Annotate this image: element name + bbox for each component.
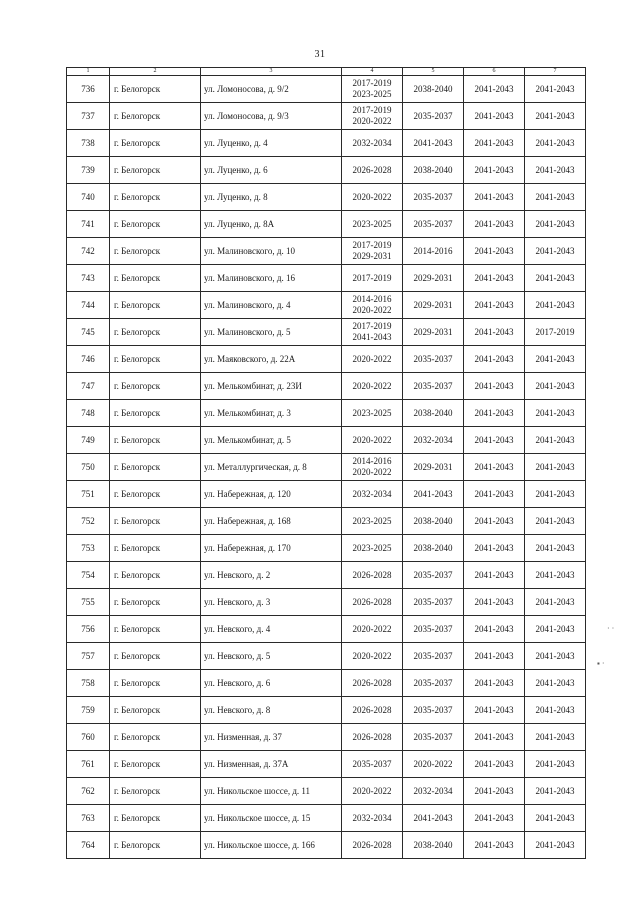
row-period-5: 2038-2040 bbox=[403, 535, 464, 562]
row-period-6: 2041-2043 bbox=[464, 508, 525, 535]
row-city: г. Белогорск bbox=[110, 346, 201, 373]
period-line: 2026-2028 bbox=[352, 164, 392, 175]
row-period-4 bbox=[342, 157, 403, 184]
row-period-6: 2041-2043 bbox=[464, 400, 525, 427]
table-body bbox=[67, 76, 586, 859]
row-period-5: 2035-2037 bbox=[403, 346, 464, 373]
row-city: г. Белогорск bbox=[110, 400, 201, 427]
row-period-5: 2038-2040 bbox=[403, 76, 464, 103]
table-row bbox=[67, 157, 586, 184]
row-period-7: 2041-2043 bbox=[525, 832, 586, 859]
row-period-6: 2041-2043 bbox=[464, 697, 525, 724]
table-row bbox=[67, 778, 586, 805]
row-period-6: 2041-2043 bbox=[464, 292, 525, 319]
table-row bbox=[67, 130, 586, 157]
row-period-5: 2041-2043 bbox=[403, 130, 464, 157]
row-period-5: 2038-2040 bbox=[403, 508, 464, 535]
period-line: 2017-2019 bbox=[352, 78, 392, 88]
period-line: 2017-2019 bbox=[352, 321, 392, 331]
table-row bbox=[67, 454, 586, 481]
row-city: г. Белогорск bbox=[110, 535, 201, 562]
row-period-7: 2041-2043 bbox=[525, 292, 586, 319]
header-col-4: 4 bbox=[342, 68, 403, 76]
row-address: ул. Набережная, д. 120 bbox=[201, 481, 342, 508]
row-period-7: 2041-2043 bbox=[525, 346, 586, 373]
row-address: ул. Невского, д. 6 bbox=[201, 670, 342, 697]
period-line: 2026-2028 bbox=[352, 839, 392, 850]
row-city: г. Белогорск bbox=[110, 292, 201, 319]
row-period-5: 2029-2031 bbox=[403, 454, 464, 481]
row-city: г. Белогорск bbox=[110, 103, 201, 130]
row-number: 760 bbox=[67, 724, 110, 751]
row-address: ул. Невского, д. 8 bbox=[201, 697, 342, 724]
row-period-7: 2041-2043 bbox=[525, 562, 586, 589]
row-number: 757 bbox=[67, 643, 110, 670]
row-period-5: 2038-2040 bbox=[403, 157, 464, 184]
row-address: ул. Ломоносова, д. 9/3 bbox=[201, 103, 342, 130]
row-period-4 bbox=[342, 211, 403, 238]
row-address: ул. Невского, д. 2 bbox=[201, 562, 342, 589]
row-period-6: 2041-2043 bbox=[464, 265, 525, 292]
row-period-4 bbox=[342, 76, 403, 103]
row-period-5: 2029-2031 bbox=[403, 292, 464, 319]
period-line: 2014-2016 bbox=[352, 294, 392, 304]
table-row bbox=[67, 535, 586, 562]
row-number: 759 bbox=[67, 697, 110, 724]
row-period-4 bbox=[342, 346, 403, 373]
period-line: 2017-2019 bbox=[352, 105, 392, 115]
period-line: 2026-2028 bbox=[352, 569, 392, 580]
row-period-7: 2041-2043 bbox=[525, 427, 586, 454]
row-city: г. Белогорск bbox=[110, 454, 201, 481]
table-row bbox=[67, 697, 586, 724]
row-number: 736 bbox=[67, 76, 110, 103]
row-city: г. Белогорск bbox=[110, 184, 201, 211]
period-line: 2032-2034 bbox=[352, 488, 392, 499]
period-line: 2014-2016 bbox=[352, 456, 392, 466]
row-period-5: 2014-2016 bbox=[403, 238, 464, 265]
period-line: 2020-2022 bbox=[352, 305, 392, 315]
row-period-4 bbox=[342, 724, 403, 751]
row-period-7: 2041-2043 bbox=[525, 76, 586, 103]
table-row bbox=[67, 346, 586, 373]
row-address: ул. Низменная, д. 37А bbox=[201, 751, 342, 778]
row-number: 754 bbox=[67, 562, 110, 589]
row-period-5: 2035-2037 bbox=[403, 643, 464, 670]
row-number: 751 bbox=[67, 481, 110, 508]
row-address: ул. Низменная, д. 37 bbox=[201, 724, 342, 751]
row-period-6: 2041-2043 bbox=[464, 184, 525, 211]
row-address: ул. Никольское шоссе, д. 15 bbox=[201, 805, 342, 832]
row-number: 742 bbox=[67, 238, 110, 265]
row-number: 752 bbox=[67, 508, 110, 535]
row-period-4 bbox=[342, 238, 403, 265]
row-city: г. Белогорск bbox=[110, 373, 201, 400]
row-period-7: 2041-2043 bbox=[525, 103, 586, 130]
row-period-4 bbox=[342, 373, 403, 400]
row-period-4 bbox=[342, 427, 403, 454]
row-period-4 bbox=[342, 778, 403, 805]
table-header bbox=[67, 68, 586, 76]
row-number: 746 bbox=[67, 346, 110, 373]
row-period-6: 2041-2043 bbox=[464, 157, 525, 184]
row-period-7: 2041-2043 bbox=[525, 724, 586, 751]
row-number: 741 bbox=[67, 211, 110, 238]
row-period-5: 2035-2037 bbox=[403, 697, 464, 724]
row-period-6: 2041-2043 bbox=[464, 373, 525, 400]
row-period-7: 2017-2019 bbox=[525, 319, 586, 346]
row-city: г. Белогорск bbox=[110, 778, 201, 805]
row-city: г. Белогорск bbox=[110, 76, 201, 103]
row-period-6: 2041-2043 bbox=[464, 751, 525, 778]
row-period-7: 2041-2043 bbox=[525, 616, 586, 643]
table-row bbox=[67, 427, 586, 454]
row-city: г. Белогорск bbox=[110, 265, 201, 292]
period-line: 2023-2025 bbox=[352, 218, 392, 229]
row-city: г. Белогорск bbox=[110, 616, 201, 643]
table-row bbox=[67, 103, 586, 130]
row-number: 764 bbox=[67, 832, 110, 859]
row-period-4 bbox=[342, 643, 403, 670]
row-number: 744 bbox=[67, 292, 110, 319]
header-col-3: 3 bbox=[201, 68, 342, 76]
table-row bbox=[67, 832, 586, 859]
header-col-7: 7 bbox=[525, 68, 586, 76]
row-number: 749 bbox=[67, 427, 110, 454]
row-address: ул. Малиновского, д. 5 bbox=[201, 319, 342, 346]
row-address: ул. Невского, д. 3 bbox=[201, 589, 342, 616]
row-period-4 bbox=[342, 562, 403, 589]
row-period-6: 2041-2043 bbox=[464, 319, 525, 346]
row-period-6: 2041-2043 bbox=[464, 454, 525, 481]
row-period-6: 2041-2043 bbox=[464, 589, 525, 616]
row-period-7: 2041-2043 bbox=[525, 211, 586, 238]
period-line: 2017-2019 bbox=[352, 272, 392, 283]
row-period-7: 2041-2043 bbox=[525, 454, 586, 481]
row-number: 763 bbox=[67, 805, 110, 832]
row-number: 740 bbox=[67, 184, 110, 211]
row-address: ул. Маяковского, д. 22А bbox=[201, 346, 342, 373]
row-address: ул. Луценко, д. 6 bbox=[201, 157, 342, 184]
row-number: 748 bbox=[67, 400, 110, 427]
row-period-7: 2041-2043 bbox=[525, 778, 586, 805]
row-address: ул. Набережная, д. 168 bbox=[201, 508, 342, 535]
period-line: 2035-2037 bbox=[352, 758, 392, 769]
row-period-5: 2032-2034 bbox=[403, 427, 464, 454]
header-col-6: 6 bbox=[464, 68, 525, 76]
row-period-6: 2041-2043 bbox=[464, 238, 525, 265]
row-period-6: 2041-2043 bbox=[464, 427, 525, 454]
period-line: 2023-2025 bbox=[352, 89, 392, 99]
row-period-7: 2041-2043 bbox=[525, 373, 586, 400]
table-row bbox=[67, 265, 586, 292]
schedule-table bbox=[66, 67, 586, 859]
row-period-4 bbox=[342, 805, 403, 832]
table-row bbox=[67, 805, 586, 832]
row-address: ул. Никольское шоссе, д. 11 bbox=[201, 778, 342, 805]
row-city: г. Белогорск bbox=[110, 211, 201, 238]
page-number: 31 bbox=[314, 49, 326, 60]
row-number: 756 bbox=[67, 616, 110, 643]
table-row bbox=[67, 724, 586, 751]
row-period-6: 2041-2043 bbox=[464, 76, 525, 103]
row-period-6: 2041-2043 bbox=[464, 643, 525, 670]
period-line: 2020-2022 bbox=[352, 650, 392, 661]
row-period-7: 2041-2043 bbox=[525, 805, 586, 832]
table-row bbox=[67, 238, 586, 265]
period-line: 2020-2022 bbox=[352, 380, 392, 391]
row-number: 739 bbox=[67, 157, 110, 184]
header-col-2: 2 bbox=[110, 68, 201, 76]
row-period-6: 2041-2043 bbox=[464, 724, 525, 751]
row-period-6: 2041-2043 bbox=[464, 670, 525, 697]
row-period-4 bbox=[342, 616, 403, 643]
row-number: 750 bbox=[67, 454, 110, 481]
row-address: ул. Никольское шоссе, д. 166 bbox=[201, 832, 342, 859]
row-period-7: 2041-2043 bbox=[525, 400, 586, 427]
row-period-5: 2035-2037 bbox=[403, 589, 464, 616]
row-period-4 bbox=[342, 670, 403, 697]
table-row bbox=[67, 562, 586, 589]
row-address: ул. Луценко, д. 8А bbox=[201, 211, 342, 238]
row-address: ул. Мелькомбинат, д. 3 bbox=[201, 400, 342, 427]
period-line: 2032-2034 bbox=[352, 812, 392, 823]
row-period-4 bbox=[342, 508, 403, 535]
row-city: г. Белогорск bbox=[110, 130, 201, 157]
row-period-5: 2035-2037 bbox=[403, 616, 464, 643]
row-city: г. Белогорск bbox=[110, 427, 201, 454]
row-number: 753 bbox=[67, 535, 110, 562]
scan-mark: · · bbox=[607, 624, 615, 633]
row-period-5: 2035-2037 bbox=[403, 670, 464, 697]
table-row bbox=[67, 292, 586, 319]
row-period-4 bbox=[342, 184, 403, 211]
row-number: 761 bbox=[67, 751, 110, 778]
row-period-5: 2029-2031 bbox=[403, 265, 464, 292]
row-address: ул. Невского, д. 5 bbox=[201, 643, 342, 670]
row-period-7: 2041-2043 bbox=[525, 265, 586, 292]
row-period-4 bbox=[342, 103, 403, 130]
row-city: г. Белогорск bbox=[110, 157, 201, 184]
row-city: г. Белогорск bbox=[110, 319, 201, 346]
row-period-6: 2041-2043 bbox=[464, 535, 525, 562]
header-col-5: 5 bbox=[403, 68, 464, 76]
row-address: ул. Мелькомбинат, д. 23И bbox=[201, 373, 342, 400]
row-city: г. Белогорск bbox=[110, 589, 201, 616]
table-row bbox=[67, 670, 586, 697]
table-row bbox=[67, 373, 586, 400]
row-city: г. Белогорск bbox=[110, 724, 201, 751]
table-row bbox=[67, 616, 586, 643]
row-period-6: 2041-2043 bbox=[464, 346, 525, 373]
row-period-5: 2032-2034 bbox=[403, 778, 464, 805]
row-address: ул. Ломоносова, д. 9/2 bbox=[201, 76, 342, 103]
row-city: г. Белогорск bbox=[110, 238, 201, 265]
row-period-4 bbox=[342, 535, 403, 562]
row-city: г. Белогорск bbox=[110, 832, 201, 859]
period-line: 2020-2022 bbox=[352, 116, 392, 126]
period-line: 2023-2025 bbox=[352, 515, 392, 526]
row-period-5: 2035-2037 bbox=[403, 724, 464, 751]
period-line: 2023-2025 bbox=[352, 542, 392, 553]
row-period-7: 2041-2043 bbox=[525, 697, 586, 724]
row-period-5: 2041-2043 bbox=[403, 481, 464, 508]
period-line: 2026-2028 bbox=[352, 677, 392, 688]
row-address: ул. Луценко, д. 4 bbox=[201, 130, 342, 157]
row-period-4 bbox=[342, 454, 403, 481]
row-period-5: 2038-2040 bbox=[403, 832, 464, 859]
row-number: 738 bbox=[67, 130, 110, 157]
period-line: 2020-2022 bbox=[352, 353, 392, 364]
row-number: 755 bbox=[67, 589, 110, 616]
row-period-5: 2029-2031 bbox=[403, 319, 464, 346]
period-line: 2026-2028 bbox=[352, 731, 392, 742]
row-city: г. Белогорск bbox=[110, 670, 201, 697]
row-period-6: 2041-2043 bbox=[464, 778, 525, 805]
row-period-5: 2020-2022 bbox=[403, 751, 464, 778]
row-address: ул. Невского, д. 4 bbox=[201, 616, 342, 643]
row-city: г. Белогорск bbox=[110, 562, 201, 589]
period-line: 2023-2025 bbox=[352, 407, 392, 418]
table-row bbox=[67, 319, 586, 346]
row-period-7: 2041-2043 bbox=[525, 589, 586, 616]
row-period-5: 2035-2037 bbox=[403, 184, 464, 211]
row-period-7: 2041-2043 bbox=[525, 643, 586, 670]
row-period-6: 2041-2043 bbox=[464, 130, 525, 157]
row-city: г. Белогорск bbox=[110, 481, 201, 508]
row-number: 747 bbox=[67, 373, 110, 400]
row-period-6: 2041-2043 bbox=[464, 832, 525, 859]
row-period-4 bbox=[342, 751, 403, 778]
table-row bbox=[67, 400, 586, 427]
row-address: ул. Малиновского, д. 16 bbox=[201, 265, 342, 292]
period-line: 2029-2031 bbox=[352, 251, 392, 261]
row-period-5: 2041-2043 bbox=[403, 805, 464, 832]
row-city: г. Белогорск bbox=[110, 508, 201, 535]
period-line: 2020-2022 bbox=[352, 623, 392, 634]
row-period-6: 2041-2043 bbox=[464, 481, 525, 508]
period-line: 2020-2022 bbox=[352, 434, 392, 445]
table-row bbox=[67, 211, 586, 238]
row-number: 745 bbox=[67, 319, 110, 346]
period-line: 2020-2022 bbox=[352, 191, 392, 202]
row-address: ул. Малиновского, д. 10 bbox=[201, 238, 342, 265]
row-period-7: 2041-2043 bbox=[525, 535, 586, 562]
header-row bbox=[67, 68, 586, 76]
row-period-6: 2041-2043 bbox=[464, 211, 525, 238]
row-period-4 bbox=[342, 697, 403, 724]
row-period-7: 2041-2043 bbox=[525, 751, 586, 778]
row-period-7: 2041-2043 bbox=[525, 508, 586, 535]
period-line: 2017-2019 bbox=[352, 240, 392, 250]
row-city: г. Белогорск bbox=[110, 643, 201, 670]
row-number: 743 bbox=[67, 265, 110, 292]
row-city: г. Белогорск bbox=[110, 697, 201, 724]
row-address: ул. Набережная, д. 170 bbox=[201, 535, 342, 562]
row-address: ул. Луценко, д. 8 bbox=[201, 184, 342, 211]
row-number: 737 bbox=[67, 103, 110, 130]
row-period-5: 2035-2037 bbox=[403, 562, 464, 589]
row-period-5: 2035-2037 bbox=[403, 373, 464, 400]
row-period-4 bbox=[342, 265, 403, 292]
row-number: 762 bbox=[67, 778, 110, 805]
header-col-1: 1 bbox=[67, 68, 110, 76]
row-period-7: 2041-2043 bbox=[525, 238, 586, 265]
period-line: 2041-2043 bbox=[352, 332, 392, 342]
row-address: ул. Малиновского, д. 4 bbox=[201, 292, 342, 319]
row-city: г. Белогорск bbox=[110, 751, 201, 778]
row-period-7: 2041-2043 bbox=[525, 184, 586, 211]
row-period-6: 2041-2043 bbox=[464, 805, 525, 832]
row-period-4 bbox=[342, 292, 403, 319]
scan-mark: ▪ · bbox=[597, 659, 605, 668]
row-period-4 bbox=[342, 400, 403, 427]
table-row bbox=[67, 643, 586, 670]
period-line: 2020-2022 bbox=[352, 785, 392, 796]
row-period-7: 2041-2043 bbox=[525, 130, 586, 157]
period-line: 2020-2022 bbox=[352, 467, 392, 477]
row-address: ул. Мелькомбинат, д. 5 bbox=[201, 427, 342, 454]
table-row bbox=[67, 751, 586, 778]
row-period-4 bbox=[342, 481, 403, 508]
row-period-5: 2035-2037 bbox=[403, 103, 464, 130]
row-period-5: 2035-2037 bbox=[403, 211, 464, 238]
row-address: ул. Металлургическая, д. 8 bbox=[201, 454, 342, 481]
period-line: 2026-2028 bbox=[352, 596, 392, 607]
row-period-7: 2041-2043 bbox=[525, 670, 586, 697]
table-row bbox=[67, 76, 586, 103]
row-period-6: 2041-2043 bbox=[464, 562, 525, 589]
row-period-5: 2038-2040 bbox=[403, 400, 464, 427]
row-period-7: 2041-2043 bbox=[525, 481, 586, 508]
row-city: г. Белогорск bbox=[110, 805, 201, 832]
row-period-4 bbox=[342, 319, 403, 346]
row-period-6: 2041-2043 bbox=[464, 103, 525, 130]
table-row bbox=[67, 184, 586, 211]
row-period-7: 2041-2043 bbox=[525, 157, 586, 184]
period-line: 2032-2034 bbox=[352, 137, 392, 148]
row-number: 758 bbox=[67, 670, 110, 697]
row-period-4 bbox=[342, 130, 403, 157]
row-period-4 bbox=[342, 589, 403, 616]
table-row bbox=[67, 508, 586, 535]
period-line: 2026-2028 bbox=[352, 704, 392, 715]
row-period-6: 2041-2043 bbox=[464, 616, 525, 643]
table-row bbox=[67, 481, 586, 508]
table-row bbox=[67, 589, 586, 616]
row-period-4 bbox=[342, 832, 403, 859]
